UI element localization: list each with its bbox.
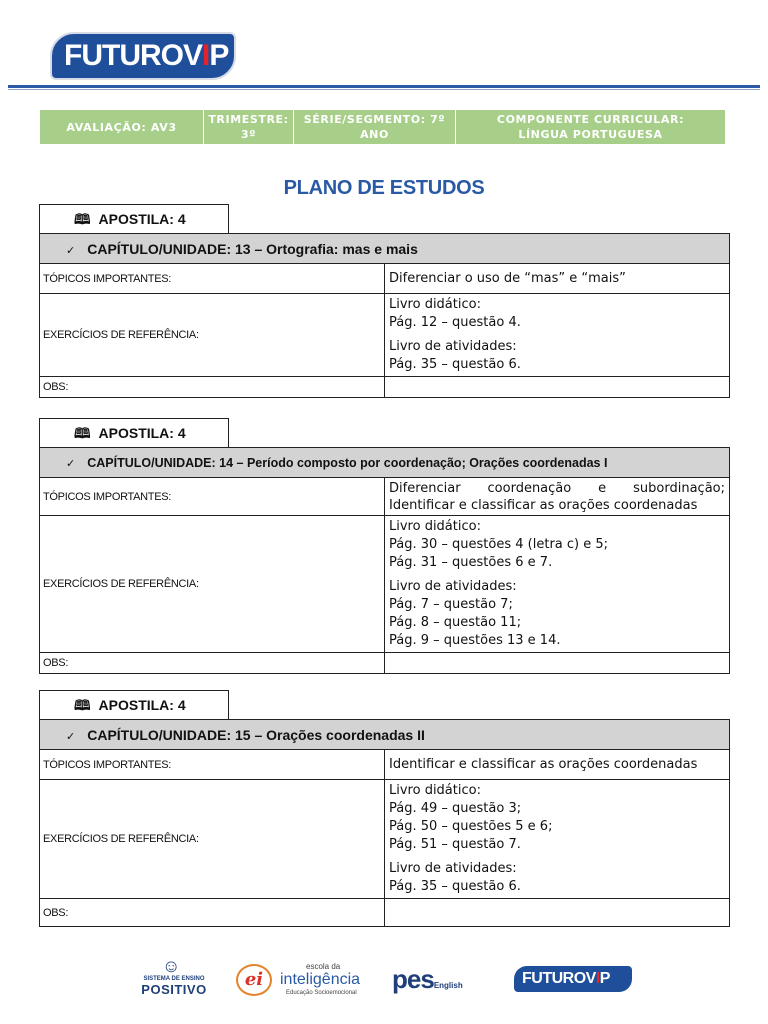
apostila-label: APOSTILA: 4 bbox=[98, 425, 186, 441]
check-icon: ✓ bbox=[66, 730, 76, 743]
futuro-vip-footer-logo bbox=[514, 966, 632, 992]
obs-label: OBS: bbox=[40, 653, 385, 674]
fvip-p-text: P bbox=[599, 970, 610, 987]
exercise-line: Pág. 35 – questão 6. bbox=[389, 357, 521, 372]
info-componente bbox=[456, 110, 725, 144]
chapter-row bbox=[40, 448, 730, 478]
obs-value bbox=[385, 377, 730, 398]
exercise-line: Pág. 8 – questão 11; bbox=[389, 615, 522, 630]
logo-v-text: V bbox=[182, 39, 202, 72]
exercises-value bbox=[385, 294, 730, 377]
book-icon: 🕮 bbox=[74, 211, 91, 227]
chapter-row bbox=[40, 234, 730, 264]
exercises-label: EXERCÍCIOS DE REFERÊNCIA: bbox=[40, 516, 385, 653]
exercises-row bbox=[40, 780, 730, 899]
apostila-label: APOSTILA: 4 bbox=[98, 211, 186, 227]
check-icon: ✓ bbox=[66, 244, 76, 257]
page-title: PLANO DE ESTUDOS bbox=[283, 177, 485, 199]
exercise-line: Pág. 7 – questão 7; bbox=[389, 597, 513, 612]
exercise-line: Livro de atividades: bbox=[389, 861, 517, 876]
apostila-label: APOSTILA: 4 bbox=[98, 697, 186, 713]
study-block-3 bbox=[39, 690, 730, 927]
apostila-header bbox=[39, 690, 229, 719]
pes-text: pes bbox=[392, 964, 434, 994]
logo-p-text: P bbox=[209, 39, 229, 72]
topics-value: Diferenciar coordenação e subordinação; Identificar e classificar as orações coordenadas bbox=[385, 478, 730, 516]
ei-mark: ei bbox=[236, 964, 272, 996]
exercise-line: Pág. 31 – questões 6 e 7. bbox=[389, 555, 553, 570]
ei-line1: escola da bbox=[306, 962, 341, 971]
obs-value bbox=[385, 653, 730, 674]
obs-label: OBS: bbox=[40, 377, 385, 398]
study-block-2 bbox=[39, 418, 730, 674]
topics-value: Diferenciar o uso de “mas” e “mais” bbox=[385, 264, 730, 294]
chapter-cell bbox=[40, 720, 730, 750]
escola-inteligencia-logo bbox=[236, 962, 368, 998]
study-block-1 bbox=[39, 204, 730, 398]
futuro-vip-logo bbox=[50, 32, 236, 80]
logo-i-text: I bbox=[202, 39, 210, 72]
footer-logos bbox=[0, 952, 768, 1002]
exercises-value bbox=[385, 780, 730, 899]
chapter-cell bbox=[40, 234, 730, 264]
header-divider bbox=[8, 85, 760, 88]
exercises-row bbox=[40, 294, 730, 377]
fvip-v-text: V bbox=[585, 970, 596, 987]
chapter-title: CAPÍTULO/UNIDADE: 13 – Ortografia: mas e mais bbox=[87, 240, 418, 257]
exercise-line: Pág. 9 – questões 13 e 14. bbox=[389, 633, 561, 648]
ei-line2: inteligência bbox=[280, 971, 361, 988]
exercise-line: Pág. 30 – questões 4 (letra c) e 5; bbox=[389, 537, 609, 552]
exercise-line: Pág. 12 – questão 4. bbox=[389, 315, 521, 330]
topics-label: TÓPICOS IMPORTANTES: bbox=[40, 750, 385, 780]
positivo-mark-icon: ☺ bbox=[162, 956, 181, 976]
exercises-label: EXERCÍCIOS DE REFERÊNCIA: bbox=[40, 780, 385, 899]
book-icon: 🕮 bbox=[74, 697, 91, 713]
obs-row bbox=[40, 377, 730, 398]
exercise-line: Livro didático: bbox=[389, 783, 481, 798]
study-table bbox=[39, 447, 730, 674]
chapter-cell bbox=[40, 448, 730, 478]
study-table bbox=[39, 719, 730, 927]
exercise-line: Livro didático: bbox=[389, 297, 481, 312]
positivo-logo bbox=[134, 956, 214, 997]
exercises-value bbox=[385, 516, 730, 653]
topics-value: Identificar e classificar as orações coordenadas bbox=[385, 750, 730, 780]
exercise-line: Livro de atividades: bbox=[389, 339, 517, 354]
fvip-i-text: I bbox=[595, 970, 600, 987]
chapter-row bbox=[40, 720, 730, 750]
header-divider-thin bbox=[8, 89, 760, 90]
chapter-title: CAPÍTULO/UNIDADE: 14 – Período composto por coordenação; Orações coordenadas I bbox=[87, 455, 608, 470]
apostila-header bbox=[39, 204, 229, 233]
logo-futuro-text: FUTURO bbox=[64, 39, 183, 72]
topics-row bbox=[40, 750, 730, 780]
obs-row bbox=[40, 653, 730, 674]
apostila-header bbox=[39, 418, 229, 447]
obs-row bbox=[40, 899, 730, 927]
info-componente-value: LÍNGUA PORTUGUESA bbox=[518, 128, 663, 141]
positivo-small-text: SISTEMA DE ENSINO bbox=[143, 976, 205, 982]
info-componente-label: COMPONENTE CURRICULAR: bbox=[496, 113, 685, 126]
book-icon: 🕮 bbox=[74, 425, 91, 441]
info-avaliacao: AVALIAÇÃO: AV3 bbox=[40, 110, 204, 144]
ei-line3: Educação Socioemocional bbox=[286, 990, 357, 996]
obs-label: OBS: bbox=[40, 899, 385, 927]
exercise-line: Pág. 49 – questão 3; bbox=[389, 801, 522, 816]
obs-value bbox=[385, 899, 730, 927]
info-serie: SÉRIE/SEGMENTO: 7º ANO bbox=[294, 110, 456, 144]
topics-label: TÓPICOS IMPORTANTES: bbox=[40, 478, 385, 516]
topics-row bbox=[40, 478, 730, 516]
exercises-row bbox=[40, 516, 730, 653]
topics-row bbox=[40, 264, 730, 294]
exercise-line: Livro didático: bbox=[389, 519, 481, 534]
topics-label: TÓPICOS IMPORTANTES: bbox=[40, 264, 385, 294]
exercise-line: Pág. 51 – questão 7. bbox=[389, 837, 521, 852]
study-table bbox=[39, 233, 730, 398]
exercise-line: Livro de atividades: bbox=[389, 579, 517, 594]
positivo-big-text: POSITIVO bbox=[141, 982, 207, 997]
pes-english-logo bbox=[392, 964, 463, 995]
check-icon: ✓ bbox=[66, 457, 76, 470]
exercises-label: EXERCÍCIOS DE REFERÊNCIA: bbox=[40, 294, 385, 377]
chapter-title: CAPÍTULO/UNIDADE: 15 – Orações coordenadas II bbox=[87, 726, 425, 743]
evaluation-info-bar bbox=[40, 110, 725, 144]
info-trimestre: TRIMESTRE: 3º bbox=[204, 110, 294, 144]
fvip-futuro-text: FUTURO bbox=[522, 970, 586, 987]
exercise-line: Pág. 35 – questão 6. bbox=[389, 879, 521, 894]
exercise-line: Pág. 50 – questões 5 e 6; bbox=[389, 819, 553, 834]
pes-english-text: English bbox=[433, 981, 463, 990]
